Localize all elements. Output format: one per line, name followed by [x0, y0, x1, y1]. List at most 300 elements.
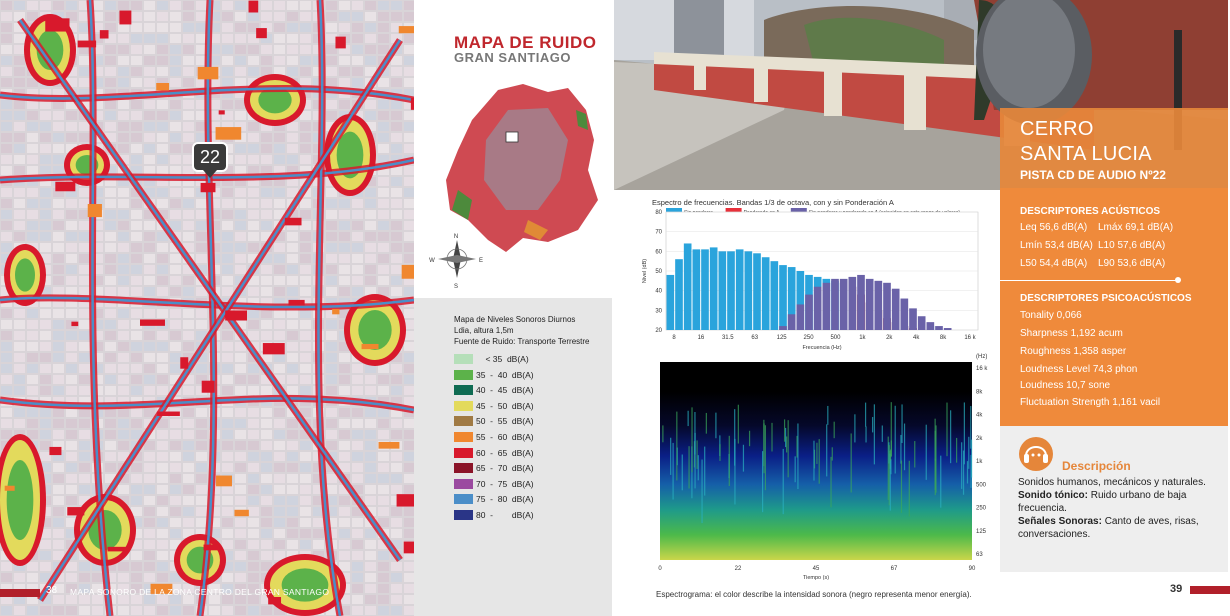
map-block — [352, 573, 363, 582]
map-block — [339, 430, 350, 439]
map-block — [391, 452, 402, 461]
bar — [771, 261, 779, 330]
map-block — [144, 100, 155, 109]
map-block — [183, 452, 194, 461]
map-block — [183, 1, 194, 10]
map-noise-patch — [397, 494, 415, 506]
map-block — [339, 507, 350, 516]
legend-row — [454, 432, 584, 442]
map-block — [248, 287, 259, 296]
map-noise-patch — [67, 507, 84, 515]
map-block — [144, 133, 155, 142]
map-block — [378, 23, 389, 32]
map-block — [300, 364, 311, 373]
map-block — [170, 23, 181, 32]
map-block — [66, 133, 77, 142]
map-block — [40, 606, 51, 615]
map-block — [66, 199, 77, 208]
map-block — [79, 188, 90, 197]
map-block — [248, 386, 259, 395]
map-block — [14, 188, 25, 197]
map-block — [144, 287, 155, 296]
spectrogram-streak — [797, 423, 798, 489]
map-block — [352, 34, 363, 43]
map-block — [131, 78, 142, 87]
map-block — [222, 221, 233, 230]
legend-label: 60 - 65 dB(A) — [476, 447, 534, 458]
map-block — [66, 606, 77, 615]
map-block — [248, 551, 259, 560]
map-block — [352, 210, 363, 219]
map-block — [170, 100, 181, 109]
map-noise-patch — [156, 83, 169, 90]
map-block — [1, 23, 12, 32]
compass-north: N — [453, 234, 459, 240]
map-block — [14, 320, 25, 329]
map-block — [118, 419, 129, 428]
map-block — [183, 122, 194, 131]
x-tick-label: 16 k — [964, 335, 976, 341]
map-block — [378, 551, 389, 560]
map-block — [378, 562, 389, 571]
map-block — [14, 331, 25, 340]
map-block — [196, 210, 207, 219]
y-tick-label: 4k — [976, 412, 983, 419]
map-block — [53, 375, 64, 384]
map-block — [131, 34, 142, 43]
map-block — [391, 562, 402, 571]
map-block — [183, 100, 194, 109]
map-block — [365, 45, 376, 54]
map-block — [170, 45, 181, 54]
map-block — [131, 573, 142, 582]
map-block — [287, 507, 298, 516]
map-block — [131, 144, 142, 153]
map-block — [118, 331, 129, 340]
map-noise-patch — [216, 127, 242, 140]
legend-description-line: Ldia, altura 1,5m — [454, 326, 514, 335]
map-block — [261, 199, 272, 208]
map-block — [1, 78, 12, 87]
map-block — [339, 221, 350, 230]
spectrogram-streak — [926, 425, 927, 480]
psychoacoustic-value: Loudness Level 74,3 phon — [1020, 364, 1138, 375]
map-block — [196, 254, 207, 263]
legend-row — [454, 463, 584, 473]
map-block — [300, 375, 311, 384]
map-block — [365, 23, 376, 32]
map-block — [365, 441, 376, 450]
map-block — [118, 430, 129, 439]
map-block — [144, 12, 155, 21]
map-block — [235, 210, 246, 219]
map-block — [222, 573, 233, 582]
map-block — [118, 353, 129, 362]
map-block — [79, 386, 90, 395]
map-block — [352, 45, 363, 54]
map-block — [157, 518, 168, 527]
map-block — [222, 485, 233, 494]
noise-map[interactable] — [0, 0, 414, 616]
map-block — [131, 100, 142, 109]
map-block — [170, 331, 181, 340]
bar — [745, 251, 753, 330]
map-block — [365, 595, 376, 604]
bar — [727, 251, 735, 330]
map-block — [183, 320, 194, 329]
map-block — [326, 276, 337, 285]
acoustic-value: Leq 56,6 dB(A) — [1020, 222, 1088, 233]
legend-swatch — [454, 494, 473, 504]
map-block — [66, 485, 77, 494]
map-park-core — [15, 258, 35, 291]
map-block — [274, 496, 285, 505]
noise-map-graphic — [0, 0, 414, 616]
spectrogram-streak — [738, 405, 739, 444]
map-block — [378, 419, 389, 428]
map-block — [105, 320, 116, 329]
map-block — [339, 232, 350, 241]
acoustic-value: L90 53,6 dB(A) — [1098, 258, 1166, 269]
bar — [753, 253, 761, 330]
spectrogram-streak — [961, 442, 962, 489]
map-block — [157, 45, 168, 54]
legend-label: < 35 dB(A) — [476, 354, 529, 364]
map-block — [352, 441, 363, 450]
map-block — [391, 221, 402, 230]
map-block — [378, 276, 389, 285]
map-block — [66, 243, 77, 252]
map-block — [118, 276, 129, 285]
legend-description-line: Mapa de Niveles Sonoros Diurnos — [454, 315, 576, 324]
map-block — [391, 232, 402, 241]
map-noise-patch — [204, 545, 220, 551]
map-block — [326, 199, 337, 208]
map-block — [261, 144, 272, 153]
map-block — [196, 463, 207, 472]
map-block — [274, 276, 285, 285]
map-block — [170, 441, 181, 450]
map-block — [53, 232, 64, 241]
map-block — [313, 540, 324, 549]
map-block — [105, 199, 116, 208]
map-block — [53, 529, 64, 538]
legend-row — [454, 479, 584, 489]
map-block — [170, 430, 181, 439]
map-block — [235, 485, 246, 494]
psychoacoustic-value: Loudness 10,7 sone — [1020, 380, 1111, 391]
frequency-spectrum-chart — [636, 202, 998, 358]
map-block — [131, 551, 142, 560]
map-block — [66, 364, 77, 373]
y-tick-label: 60 — [655, 249, 662, 256]
spectrogram-streak — [904, 424, 905, 471]
map-block — [209, 606, 220, 615]
map-block — [66, 474, 77, 483]
map-block — [248, 309, 259, 318]
map-block — [378, 12, 389, 21]
map-block — [391, 210, 402, 219]
map-block — [170, 221, 181, 230]
spectrogram-streak — [830, 457, 831, 507]
map-block — [365, 12, 376, 21]
map-block — [53, 463, 64, 472]
map-block — [144, 452, 155, 461]
map-block — [248, 122, 259, 131]
map-block — [183, 210, 194, 219]
map-block — [391, 1, 402, 10]
map-block — [27, 375, 38, 384]
map-block — [326, 100, 337, 109]
map-block — [365, 265, 376, 274]
x-tick-label: 0 — [658, 566, 662, 572]
map-block — [14, 221, 25, 230]
map-block — [1, 111, 12, 120]
bar — [849, 277, 857, 330]
map-block — [1, 364, 12, 373]
map-block — [53, 133, 64, 142]
map-block — [378, 474, 389, 483]
map-block — [222, 375, 233, 384]
map-block — [157, 100, 168, 109]
map-block — [248, 221, 259, 230]
map-block — [352, 529, 363, 538]
map-block — [183, 342, 194, 351]
map-block — [196, 309, 207, 318]
map-block — [287, 243, 298, 252]
map-block — [248, 331, 259, 340]
map-block — [144, 529, 155, 538]
map-block — [326, 474, 337, 483]
map-block — [326, 67, 337, 76]
map-block — [391, 463, 402, 472]
bar — [918, 316, 926, 330]
map-block — [27, 210, 38, 219]
map-block — [261, 463, 272, 472]
map-block — [1, 232, 12, 241]
map-block — [326, 342, 337, 351]
map-block — [27, 364, 38, 373]
map-block — [391, 507, 402, 516]
map-block — [248, 518, 259, 527]
map-block — [157, 188, 168, 197]
map-block — [170, 507, 181, 516]
legend-label: 50 - 55 dB(A) — [476, 416, 534, 427]
map-block — [144, 67, 155, 76]
map-block — [378, 1, 389, 10]
y-tick-label: 125 — [976, 528, 987, 535]
map-block — [183, 45, 194, 54]
map-block — [157, 144, 168, 153]
map-block — [183, 507, 194, 516]
bar — [693, 249, 701, 330]
spectrogram-streak — [895, 406, 896, 474]
map-block — [183, 419, 194, 428]
map-block — [274, 155, 285, 164]
map-block — [261, 320, 272, 329]
map-block — [105, 408, 116, 417]
map-block — [40, 221, 51, 230]
map-noise-patch — [268, 597, 281, 604]
map-block — [14, 210, 25, 219]
map-block — [248, 573, 259, 582]
spectrogram-streak — [834, 422, 835, 439]
map-block — [144, 144, 155, 153]
map-block — [339, 441, 350, 450]
map-block — [365, 221, 376, 230]
map-block — [326, 364, 337, 373]
spectrogram-streak — [715, 413, 716, 439]
map-block — [261, 507, 272, 516]
map-block — [287, 155, 298, 164]
spectrogram-streak — [670, 438, 671, 475]
map-block — [365, 430, 376, 439]
map-block — [144, 485, 155, 494]
map-block — [391, 364, 402, 373]
legend-row — [454, 370, 584, 380]
psychoacoustic-value: Tonality 0,066 — [1020, 310, 1082, 321]
map-block — [235, 144, 246, 153]
map-block — [144, 1, 155, 10]
map-block — [131, 67, 142, 76]
x-tick-label: 1k — [859, 335, 866, 341]
map-block — [118, 562, 129, 571]
map-block — [131, 364, 142, 373]
map-block — [300, 463, 311, 472]
map-block — [14, 56, 25, 65]
map-block — [144, 265, 155, 274]
map-block — [196, 199, 207, 208]
map-block — [391, 111, 402, 120]
map-noise-patch — [49, 447, 61, 455]
spectrogram-streak — [783, 449, 784, 514]
map-block — [40, 232, 51, 241]
map-block — [40, 562, 51, 571]
map-block — [27, 386, 38, 395]
map-block — [53, 210, 64, 219]
map-block — [378, 254, 389, 263]
map-block — [326, 408, 337, 417]
map-block — [326, 386, 337, 395]
map-block — [378, 45, 389, 54]
map-block — [339, 23, 350, 32]
y-tick-label: 50 — [655, 269, 662, 275]
map-block — [183, 309, 194, 318]
psychoacoustic-value: Sharpness 1,192 acum — [1020, 328, 1123, 339]
location-marker[interactable]: 22 — [192, 142, 228, 172]
spectrogram-streak — [704, 447, 705, 496]
map-block — [287, 386, 298, 395]
map-block — [183, 221, 194, 230]
map-block — [391, 584, 402, 593]
map-block — [157, 463, 168, 472]
map-block — [170, 12, 181, 21]
map-block — [66, 254, 77, 263]
map-block — [300, 56, 311, 65]
map-block — [40, 364, 51, 373]
map-block — [66, 331, 77, 340]
map-block — [1, 342, 12, 351]
map-block — [1, 144, 12, 153]
map-block — [79, 122, 90, 131]
map-block — [274, 364, 285, 373]
map-block — [339, 265, 350, 274]
map-block — [105, 353, 116, 362]
map-block — [144, 518, 155, 527]
spectrogram-streak — [795, 456, 796, 482]
sound-signals-text: Canto de aves, risas, conversaciones. — [1018, 516, 1199, 540]
map-block — [235, 265, 246, 274]
map-block — [105, 78, 116, 87]
map-block — [222, 430, 233, 439]
map-block — [53, 551, 64, 560]
map-block — [66, 463, 77, 472]
map-block — [131, 23, 142, 32]
map-block — [222, 540, 233, 549]
x-tick-label: 90 — [968, 566, 976, 572]
map-block — [27, 166, 38, 175]
map-block — [66, 496, 77, 505]
map-block — [105, 243, 116, 252]
map-block — [183, 485, 194, 494]
map-noise-patch — [225, 310, 247, 320]
map-block — [352, 67, 363, 76]
map-block — [248, 364, 259, 373]
map-block — [235, 551, 246, 560]
map-block — [248, 144, 259, 153]
map-block — [157, 265, 168, 274]
map-block — [131, 562, 142, 571]
bar — [944, 328, 952, 330]
map-block — [118, 199, 129, 208]
map-block — [105, 232, 116, 241]
y-tick-label: 40 — [655, 288, 662, 295]
map-block — [326, 430, 337, 439]
map-block — [365, 210, 376, 219]
map-block — [378, 243, 389, 252]
map-block — [144, 155, 155, 164]
map-block — [378, 221, 389, 230]
map-block — [352, 430, 363, 439]
map-block — [326, 1, 337, 10]
map-block — [144, 23, 155, 32]
description-text — [1018, 476, 1218, 541]
map-block — [118, 144, 129, 153]
map-block — [274, 551, 285, 560]
map-block — [183, 232, 194, 241]
map-block — [183, 408, 194, 417]
map-block — [287, 342, 298, 351]
map-block — [300, 331, 311, 340]
legend-label: 40 - 45 dB(A) — [476, 385, 534, 396]
map-block — [40, 309, 51, 318]
map-block — [131, 408, 142, 417]
map-block — [339, 386, 350, 395]
map-block — [170, 199, 181, 208]
map-block — [235, 386, 246, 395]
map-block — [391, 78, 402, 87]
map-block — [196, 441, 207, 450]
map-block — [157, 243, 168, 252]
map-block — [274, 408, 285, 417]
x-tick-label: 2k — [886, 335, 893, 341]
map-block — [118, 441, 129, 450]
map-block — [339, 56, 350, 65]
map-block — [378, 386, 389, 395]
map-block — [352, 78, 363, 87]
bar — [684, 243, 692, 330]
map-block — [235, 430, 246, 439]
